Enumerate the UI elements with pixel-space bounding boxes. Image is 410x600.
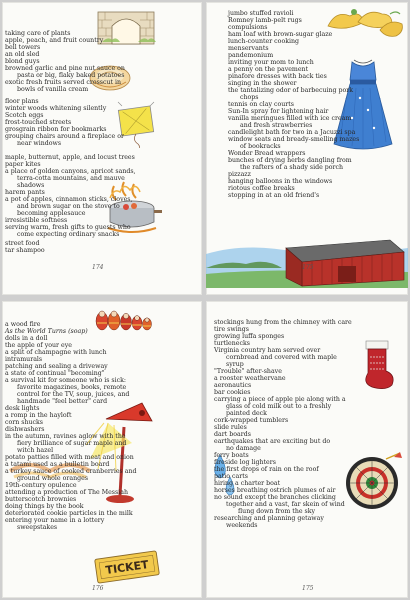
list-item: entering your name in a lottery [5,517,105,524]
list-item: syrup [226,361,244,368]
list-item: handmade "feel better" card [17,398,108,405]
list-item: control for the TV, soup, juices, and [17,391,130,398]
list-item: deteriorated cookie particles in the milk [5,510,133,517]
list-item: blond guys [5,58,40,65]
list-item: aeronautics [214,382,252,389]
list-item: jumbo stuffed ravioli [228,10,294,17]
list-item: earthquakes that are exciting but do [214,438,331,445]
list-item: fiery brilliance of sugar maple and [17,440,127,447]
list-item: dart boards [214,431,251,438]
list-item: ground whole oranges [17,475,89,482]
list-item: a survival kit for someone who is sick: [5,377,127,384]
list-item: ham loaf with brown-sugar glaze [228,31,333,38]
list-item: favorite magazines, books, remote [17,384,127,391]
list-item: pinafore dresses with back ties [228,73,327,80]
list-item: street food [5,240,40,247]
list-item: inviting your mom to lunch [228,59,314,66]
page-176 [2,301,202,598]
list-item: grouping chairs around a fireplace or [5,133,124,140]
list-item: dolls in a doll [5,335,48,342]
list-item: the apple of your eye [5,342,72,349]
list-item: intramurals [5,356,43,363]
list-item: lunch-counter cooking [228,38,300,45]
list-item: attending a production of The Messiah [5,489,128,496]
list-item: the tantalizing odor of barbecuing pork [228,87,354,94]
list-item: no sound except the branches clicking [214,494,336,501]
list-item: fireside log lighters [214,459,276,466]
list-item: taking care of plants [5,30,71,37]
list-item: Virginia country ham served over [214,347,321,354]
list-item: terra-cotta mountains, and mauve [17,175,125,182]
list-item: of bookracks [240,143,281,150]
page-number: 174 [92,264,104,271]
list-item: exotic fresh fruits served crosscut in [5,79,122,86]
list-item: pizzazz [228,171,251,178]
page-175-text [206,2,408,295]
page-number: 176 [92,585,104,592]
list-item: and fresh strawberries [240,122,313,129]
list-item: dishwashers [5,426,45,433]
list-item: bell towers [5,44,41,51]
list-item: no damage [226,445,261,452]
list-item: a split of champagne with lunch [5,349,107,356]
list-item: an old sled [5,51,40,58]
page-174-text [2,2,202,295]
list-item: hiring a charter boat [214,480,281,487]
page-176-text [2,301,202,598]
list-item: weekends [226,522,258,529]
list-item: grosgrain ribbon for bookmarks [5,126,107,133]
list-item: researching and planning getaway [214,515,324,522]
list-item: bar cookies [214,389,251,396]
list-item: the rafters of a shady side porch [240,164,344,171]
list-item: carrying a piece of apple pie along with a [214,396,346,403]
list-item: in the autumn, ravines aglow with the [5,433,126,440]
list-item: cork-wrapped tumblers [214,417,289,424]
list-item: patio carts [214,473,248,480]
list-item: a penny on the pavement [228,66,309,73]
list-item: stockings hung from the chimney with care [214,319,352,326]
list-item: "Trouble" after-shave [214,368,282,375]
list-item: doing things by the book [5,503,84,510]
list-item: singing in the shower [228,80,297,87]
list-item: the first drops of rain on the roof [214,466,319,473]
list-item: growing luffa sponges [214,333,285,340]
list-item: bowls of vanilla cream [17,86,89,93]
list-item: winter woods whitening silently [5,105,107,112]
list-item: flung down from the sky [238,508,316,515]
list-item: pandemonium [228,52,274,59]
list-item: hanging balloons in the windows [228,178,333,185]
list-item: sweepstakes [17,524,58,531]
page-number: 175 [302,264,314,271]
list-item: witch hazel [17,447,54,454]
list-item: together and a vast, far skein of wind [226,501,345,508]
list-item: irresistible softness [5,217,68,224]
list-item: near windows [17,140,62,147]
list-item: paper kites [5,161,41,168]
list-item: tire swings [214,326,249,333]
list-item: Sun-In spray for lightening hair [228,108,329,115]
list-item: horses breathing ostrich plumes of air [214,487,336,494]
list-item: As the World Turns (soap) [5,328,88,335]
list-item: a rooster weathervane [214,375,286,382]
list-item: candlelight bath for two in a Jacuzzi spa [228,129,356,136]
list-item: shadows [17,182,45,189]
list-item: a state of continual "becoming" [5,370,105,377]
list-item: turtlenecks [214,340,250,347]
list-item: painted deck [226,410,267,417]
ticket-label: TICKET [104,558,150,577]
list-item: butterscotch brownies [5,496,77,503]
list-item: patching and sealing a driveway [5,363,108,370]
list-item: cornbread and covered with maple [226,354,337,361]
page-175 [206,2,408,295]
list-item: corn shucks [5,419,44,426]
list-item: frost-touched streets [5,119,72,126]
list-item: ferry boats [214,452,249,459]
list-item: desk lights [5,405,40,412]
list-item: vanilla meringues filled with ice cream [228,115,352,122]
list-item: maple, butternut, apple, and locust trees [5,154,135,161]
list-item: tar shampoo [5,247,45,254]
list-item: becoming applesauce [17,210,86,217]
list-item: apple, peach, and fruit country [5,37,104,44]
list-item: a wood fire [5,321,41,328]
page-174 [2,2,202,295]
list-item: stopping in at an old friend's [228,192,320,199]
list-item: a romp in the hayloft [5,412,72,419]
list-item: serving warm, fresh gifts to guests who [5,224,131,231]
list-item: Wonder Bread wrappers [228,150,306,157]
list-item: a turkey sauce of cooked cranberries and [5,468,137,475]
list-item: window seats and bready-smelling mazes [228,136,360,143]
list-item: a pot of apples, cinnamon sticks, cloves, [5,196,133,203]
list-item: a tatami used as a bulletin board [5,461,110,468]
list-item: a place of golden canyons, apricot sands, [5,168,136,175]
list-item: floor plans [5,98,39,105]
list-item: Scotch eggs [5,112,44,119]
list-item: tennis on clay courts [228,101,294,108]
list-item: glass of cold milk out to a freshly [226,403,332,410]
list-item: come expecting ordinary snacks [17,231,120,238]
list-item: menservants [228,45,269,52]
list-item: harem pants [5,189,45,196]
list-item: bunches of drying herbs dangling from [228,157,352,164]
list-item: Romney lamb-pelt rugs [228,17,302,24]
page-177-text [206,301,408,598]
list-item: 19th-century opulence [5,482,77,489]
list-item: slide rules [214,424,247,431]
page-177 [206,301,408,598]
list-item: pasta or big, flaky baked potatoes [17,72,125,79]
list-item: potato patties filled with meat and onion [5,454,134,461]
list-item: chops [240,94,259,101]
list-item: and brown sugar on the stove to [17,203,120,210]
list-item: compulsions [228,24,268,31]
list-item: riotous coffee breaks [228,185,295,192]
list-item: browned garlic and pine nut sauce on [5,65,125,72]
page-number: 175 [302,585,314,592]
